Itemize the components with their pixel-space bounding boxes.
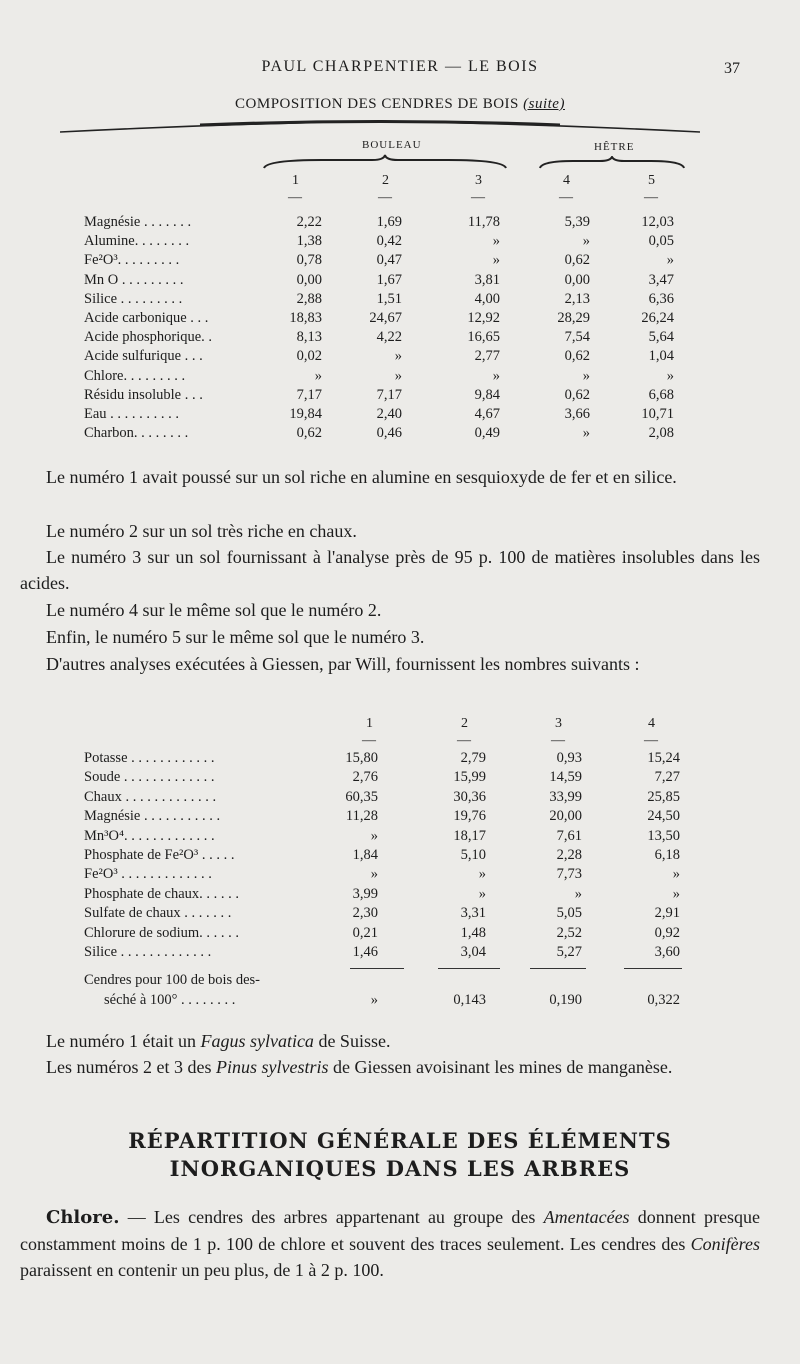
paragraph-heading: Chlore. <box>46 1207 120 1228</box>
row-label: Sulfate de chaux . . . . . . . <box>84 905 232 922</box>
cell-value: 2,91 <box>654 905 680 922</box>
paragraph <box>20 1028 760 1054</box>
text-run: donnent presque constamment moins de 1 p. 100 de chlore et souvent des traces seulement. Les cendres des <box>20 1207 761 1254</box>
cell-value: 0,49 <box>474 425 500 442</box>
table-row-total <box>0 972 800 992</box>
group-name: Conifères <box>690 1234 760 1254</box>
cell-value: » <box>492 252 500 269</box>
paragraph-chlore <box>20 1204 760 1283</box>
cell-value: » <box>478 885 486 902</box>
cell-value: 9,84 <box>474 386 500 403</box>
cell-value: 30,36 <box>453 788 486 805</box>
cell-value: 0,93 <box>556 750 582 766</box>
col-dash: — <box>288 190 302 205</box>
col-dash: — <box>559 190 573 205</box>
cell-value: 2,79 <box>460 750 486 766</box>
table-row <box>0 425 800 445</box>
col-number-1: 1 <box>292 173 299 188</box>
cell-value: 19,76 <box>453 808 486 825</box>
cell-value: 28,29 <box>557 310 590 326</box>
cell-value: 6,36 <box>648 290 674 307</box>
cell-value: 0,46 <box>376 425 402 442</box>
table-row-total <box>0 992 800 1012</box>
row-label: séché à 100° . . . . . . . . <box>104 992 236 1008</box>
table-row <box>0 329 800 349</box>
paragraph: Le numéro 4 sur le même sol que le numéro 2. <box>46 600 382 620</box>
cell-value: » <box>672 885 680 902</box>
cell-value: » <box>582 233 590 250</box>
cell-value: 6,68 <box>648 386 674 403</box>
col-number-3: 3 <box>555 716 562 731</box>
row-label: Chaux . . . . . . . . . . . . . <box>84 788 217 805</box>
page-number: 37 <box>724 60 740 77</box>
col-number-2: 2 <box>461 716 468 731</box>
paragraph: Le numéro 2 sur un sol très riche en chaux. <box>46 521 357 541</box>
cell-value: 2,88 <box>296 290 322 307</box>
cell-value: 2,13 <box>564 290 590 307</box>
cell-value: » <box>666 252 674 269</box>
col-number-5: 5 <box>648 173 655 188</box>
cell-value: 0,62 <box>296 425 322 442</box>
col-number-2: 2 <box>382 173 389 188</box>
col-dash: — <box>457 733 471 748</box>
paragraph <box>20 1054 760 1080</box>
table-row <box>0 406 800 426</box>
cell-value: 0,00 <box>564 271 590 288</box>
cell-value: 25,85 <box>647 788 680 805</box>
table-row <box>0 847 800 867</box>
cell-value: 1,46 <box>352 944 378 960</box>
cell-value: 16,65 <box>467 329 500 346</box>
row-label: Mn O . . . . . . . . . <box>84 271 184 288</box>
paragraph: Enfin, le numéro 5 sur le même sol que le numéro 3. <box>46 627 425 647</box>
cell-value: 2,40 <box>376 406 402 422</box>
row-label: Fe²O³ . . . . . . . . . . . . . <box>84 866 212 883</box>
table-row <box>0 368 800 388</box>
cell-value: 19,84 <box>289 406 322 422</box>
cell-value: » <box>314 367 322 384</box>
cell-value: 0,47 <box>376 252 402 269</box>
table-row <box>0 905 800 925</box>
cell-value: 4,67 <box>474 406 500 422</box>
text-run: — Les cendres des arbres appartenant au groupe des <box>119 1207 544 1227</box>
cell-value: 0,02 <box>296 348 322 365</box>
text-run: Le numéro 1 était un <box>46 1031 201 1051</box>
cell-value: 24,67 <box>369 310 402 326</box>
col-number-3: 3 <box>475 173 482 188</box>
cell-value: 0,05 <box>648 233 674 250</box>
cell-value: 13,50 <box>647 827 680 844</box>
cell-value: 1,84 <box>352 847 378 863</box>
cell-value: 1,69 <box>376 214 402 230</box>
cell-value: 15,99 <box>453 769 486 786</box>
row-label: Alumine. . . . . . . . <box>84 233 190 250</box>
row-label: Chlore. . . . . . . . . <box>84 367 186 384</box>
cell-value: 7,17 <box>296 386 322 403</box>
cell-value: 2,28 <box>556 847 582 863</box>
cell-value: 12,92 <box>467 310 500 326</box>
table-row <box>0 828 800 848</box>
table-row <box>0 808 800 828</box>
table-title-suffix: (suite) <box>523 96 565 112</box>
col-number-1: 1 <box>366 716 373 731</box>
cell-value: » <box>666 367 674 384</box>
cell-value: 0,143 <box>453 992 486 1008</box>
table-row <box>0 769 800 789</box>
col-dash: — <box>471 190 485 205</box>
row-label: Chlorure de sodium. . . . . . <box>84 924 240 941</box>
cell-value: 7,73 <box>556 866 582 883</box>
group-label-hetre: HÊTRE <box>594 141 635 153</box>
row-label: Acide carbonique . . . <box>84 310 209 326</box>
cell-value: 4,22 <box>376 329 402 346</box>
row-label: Acide phosphorique. . <box>84 329 213 346</box>
cell-value: 5,10 <box>460 847 486 863</box>
table-row <box>0 866 800 886</box>
cell-value: » <box>478 866 486 883</box>
section-title: INORGANIQUES DANS LES ARBRES <box>169 1156 631 1181</box>
cell-value: 18,83 <box>289 310 322 326</box>
cell-value: 20,00 <box>549 808 582 825</box>
row-label: Acide sulfurique . . . <box>84 348 203 365</box>
table-row <box>0 750 800 770</box>
cell-value: 26,24 <box>641 310 674 326</box>
section-title: RÉPARTITION GÉNÉRALE DES ÉLÉMENTS <box>128 1128 672 1153</box>
text-run: Les numéros 2 et 3 des <box>46 1057 216 1077</box>
cell-value: 3,66 <box>564 406 590 422</box>
cell-value: 15,80 <box>345 750 378 766</box>
species-name: Fagus sylvatica <box>200 1031 314 1051</box>
cell-value: 10,71 <box>641 406 674 422</box>
cell-value: 1,04 <box>648 348 674 365</box>
cell-value: 3,31 <box>460 905 486 922</box>
cell-value: 14,59 <box>549 769 582 786</box>
cell-value: 3,81 <box>474 271 500 288</box>
row-label: Phosphate de Fe²O³ . . . . . <box>84 847 235 863</box>
cell-value: 7,61 <box>556 827 582 844</box>
cell-value: 3,47 <box>648 271 674 288</box>
cell-value: » <box>492 233 500 250</box>
cell-value: 2,77 <box>474 348 500 365</box>
table-row <box>0 310 800 330</box>
species-name: Pinus sylvestris <box>215 1057 329 1077</box>
cell-value: » <box>370 866 378 883</box>
cell-value: » <box>582 367 590 384</box>
cell-value: 11,28 <box>345 808 378 825</box>
text-run: paraissent en contenir un peu plus, de 1 à 2 p. 100. <box>20 1260 384 1280</box>
table-title-text: COMPOSITION DES CENDRES DE BOIS <box>235 96 519 112</box>
cell-value: 2,08 <box>648 425 674 442</box>
row-label: Magnésie . . . . . . . <box>84 214 192 230</box>
cell-value: 5,05 <box>556 905 582 922</box>
cell-value: 5,64 <box>648 329 674 346</box>
table-row <box>0 348 800 368</box>
cell-value: 7,17 <box>376 386 402 403</box>
cell-value: » <box>394 367 402 384</box>
row-label: Magnésie . . . . . . . . . . . <box>84 808 221 825</box>
cell-value: » <box>574 885 582 902</box>
table-row <box>0 387 800 407</box>
cell-value: 5,27 <box>556 944 582 960</box>
row-label: Mn³O⁴. . . . . . . . . . . . . <box>84 827 215 844</box>
col-number-4: 4 <box>648 716 655 731</box>
col-number-4: 4 <box>563 173 570 188</box>
row-label: Cendres pour 100 de bois des- <box>84 972 260 988</box>
row-label: Potasse . . . . . . . . . . . . <box>84 750 215 766</box>
table-row <box>0 233 800 253</box>
sum-rule <box>438 968 500 969</box>
table-row <box>0 944 800 964</box>
cell-value: » <box>370 827 378 844</box>
cell-value: » <box>672 866 680 883</box>
row-label: Soude . . . . . . . . . . . . . <box>84 769 215 786</box>
cell-value: 0,62 <box>564 386 590 403</box>
sum-rule <box>350 968 404 969</box>
cell-value: 5,39 <box>564 214 590 230</box>
cell-value: 4,00 <box>474 290 500 307</box>
group-label-bouleau: BOULEAU <box>362 139 422 151</box>
table-row <box>0 252 800 272</box>
cell-value: 7,54 <box>564 329 590 346</box>
cell-value: 1,67 <box>376 271 402 288</box>
running-head: PAUL CHARPENTIER — LE BOIS <box>261 58 539 75</box>
brace-hetre <box>538 156 686 172</box>
col-dash: — <box>551 733 565 748</box>
cell-value: » <box>582 425 590 442</box>
text-run: de Giessen avoisinant les mines de manganèse. <box>328 1057 673 1077</box>
cell-value: 2,76 <box>352 769 378 786</box>
paragraph: Le numéro 1 avait poussé sur un sol riche en alumine en sesquioxyde de fer et en silice. <box>46 467 677 487</box>
cell-value: 33,99 <box>549 788 582 805</box>
cell-value: 0,92 <box>654 924 680 941</box>
cell-value: 0,21 <box>352 924 378 941</box>
cell-value: 18,17 <box>453 827 486 844</box>
table-row <box>0 925 800 945</box>
sum-rule <box>624 968 682 969</box>
brace-bouleau <box>262 154 508 172</box>
cell-value: 24,50 <box>647 808 680 825</box>
col-dash: — <box>644 733 658 748</box>
cell-value: » <box>492 367 500 384</box>
cell-value: 2,52 <box>556 924 582 941</box>
cell-value: 1,48 <box>460 924 486 941</box>
cell-value: 15,24 <box>647 750 680 766</box>
row-label: Eau . . . . . . . . . . <box>84 406 180 422</box>
group-name: Amentacées <box>543 1207 630 1227</box>
table-row <box>0 886 800 906</box>
cell-value: 0,78 <box>296 252 322 269</box>
title-rule <box>60 118 700 134</box>
col-dash: — <box>362 733 376 748</box>
cell-value: 0,190 <box>549 992 582 1008</box>
cell-value: 0,42 <box>376 233 402 250</box>
cell-value: 11,78 <box>467 214 500 230</box>
cell-value: » <box>370 992 378 1008</box>
cell-value: 1,51 <box>376 290 402 307</box>
row-label: Phosphate de chaux. . . . . . <box>84 885 240 902</box>
col-dash: — <box>378 190 392 205</box>
cell-value: 0,62 <box>564 348 590 365</box>
cell-value: 12,03 <box>641 214 674 230</box>
table-title <box>0 96 800 113</box>
cell-value: 3,99 <box>352 885 378 902</box>
cell-value: » <box>394 348 402 365</box>
cell-value: 1,38 <box>296 233 322 250</box>
sum-rule <box>530 968 586 969</box>
cell-value: 2,30 <box>352 905 378 922</box>
cell-value: 0,62 <box>564 252 590 269</box>
cell-value: 8,13 <box>296 329 322 346</box>
row-label: Résidu insoluble . . . <box>84 386 203 403</box>
row-label: Silice . . . . . . . . . <box>84 290 183 307</box>
paragraph: D'autres analyses exécutées à Giessen, par Will, fournissent les nombres suivants : <box>46 654 640 674</box>
table-row <box>0 291 800 311</box>
row-label: Silice . . . . . . . . . . . . . <box>84 944 212 960</box>
cell-value: 7,27 <box>654 769 680 786</box>
cell-value: 2,22 <box>296 214 322 230</box>
cell-value: 60,35 <box>345 788 378 805</box>
cell-value: 3,04 <box>460 944 486 960</box>
row-label: Charbon. . . . . . . . <box>84 425 189 442</box>
cell-value: 0,00 <box>296 271 322 288</box>
cell-value: 0,322 <box>647 992 680 1008</box>
row-label: Fe²O³. . . . . . . . . <box>84 252 180 269</box>
table-row <box>0 214 800 234</box>
paragraph: Le numéro 3 sur un sol fournissant à l'analyse près de 95 p. 100 de matières insolubles dans les acides. <box>20 547 760 593</box>
table-row <box>0 272 800 292</box>
cell-value: 6,18 <box>654 847 680 863</box>
table-row <box>0 789 800 809</box>
text-run: de Suisse. <box>313 1031 391 1051</box>
col-dash: — <box>644 190 658 205</box>
cell-value: 3,60 <box>654 944 680 960</box>
